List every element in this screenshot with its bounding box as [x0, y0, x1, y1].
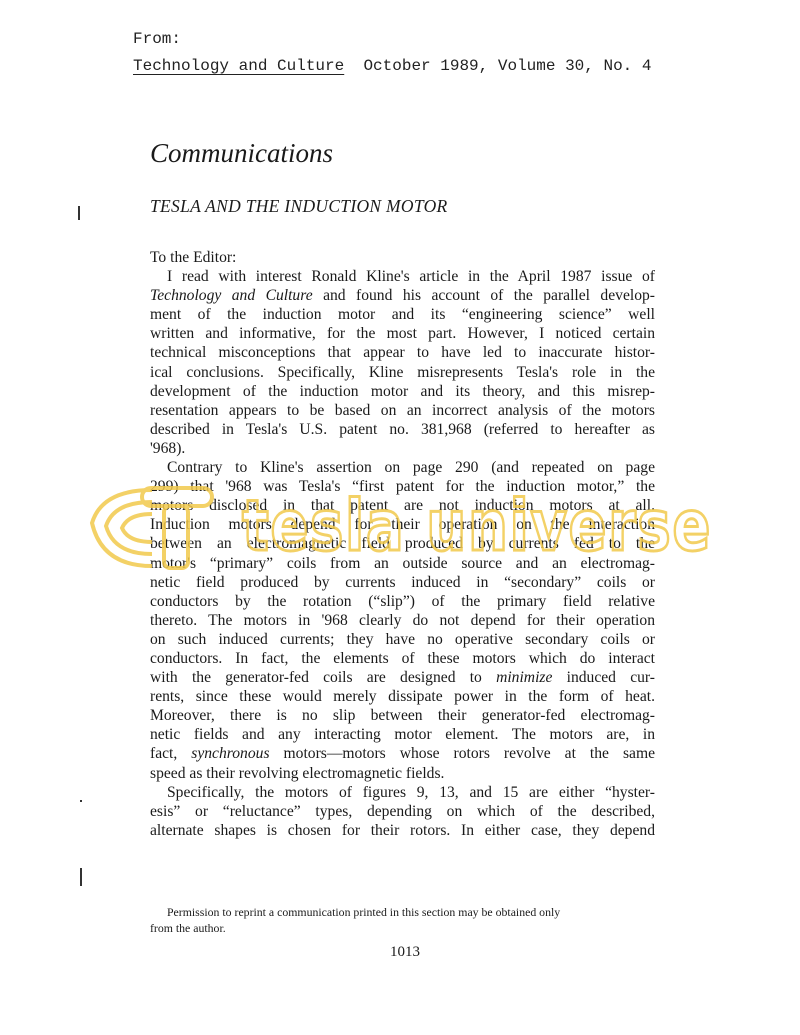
text-segment: resentation appears to be based on an incorrect analysis of the motors	[150, 401, 655, 419]
text-segment: alternate shapes is chosen for their rotors. In either case, they depend	[150, 821, 655, 839]
text-line	[150, 267, 655, 286]
text-segment: described in Tesla's U.S. patent no. 381,968 (referred to hereafter as	[150, 420, 655, 438]
letter-body	[150, 248, 655, 840]
italic-text: minimize	[496, 669, 553, 687]
text-line	[150, 744, 655, 763]
text-segment: To the Editor:	[150, 249, 237, 266]
text-line	[150, 630, 655, 649]
text-line	[150, 458, 655, 477]
text-segment: Specifically, the motors of figures 9, 13, and 15 are either “hyster-	[167, 783, 655, 801]
text-line	[150, 573, 655, 592]
text-line	[150, 611, 655, 630]
text-segment: motor's “primary” coils from an outside source and an electromag-	[150, 554, 655, 572]
text-line	[150, 725, 655, 744]
text-segment: '968).	[150, 439, 186, 457]
source-line	[133, 57, 651, 75]
text-segment: on such induced currents; they have no operative secondary coils or	[150, 630, 655, 648]
text-line	[150, 324, 655, 343]
text-segment: ment of the induction motor and its “engineering science” well	[150, 306, 655, 324]
text-line	[150, 420, 655, 439]
text-segment: 299) that '968 was Tesla's “first patent for the induction motor,” the	[150, 478, 655, 496]
text-segment: technical misconceptions that appear to have led to inaccurate histor-	[150, 344, 655, 362]
margin-mark	[78, 206, 80, 220]
text-line	[150, 554, 655, 573]
text-segment: and found his account of the parallel develop-	[312, 287, 655, 305]
text-line	[150, 534, 655, 553]
text-line	[150, 286, 655, 305]
text-line	[150, 592, 655, 611]
page-number: 1013	[390, 944, 420, 960]
text-line	[150, 477, 655, 496]
text-line	[150, 821, 655, 840]
text-line	[150, 687, 655, 706]
svg-text:tesla universe: tesla universe	[242, 485, 712, 567]
text-segment: Induction motors depend for their operation on the interaction	[150, 516, 655, 534]
text-segment: rents, since these would merely dissipate power in the form of heat.	[150, 688, 655, 706]
section-title: Communications	[150, 138, 334, 168]
text-segment: netic fields and any interacting motor element. The motors are, in	[150, 726, 655, 744]
text-segment: Contrary to Kline's assertion on page 290 (and repeated on page	[167, 459, 655, 477]
text-segment: netic field produced by currents induced in “secondary” coils or	[150, 573, 655, 591]
text-line	[150, 764, 655, 783]
text-line	[150, 401, 655, 420]
text-segment: between an electromagnetic field produced by currents fed to the	[150, 535, 655, 553]
text-line	[150, 668, 655, 687]
text-line	[150, 802, 655, 821]
margin-mark	[80, 800, 82, 802]
text-line	[150, 649, 655, 668]
text-segment: induced cur-	[552, 669, 655, 687]
text-segment: Moreover, there is no slip between their generator-fed electromag-	[150, 707, 655, 725]
text-segment: conductors. In fact, the elements of these motors which do interact	[150, 649, 655, 667]
margin-mark	[80, 868, 82, 886]
text-segment: fact,	[150, 745, 192, 763]
article-title: TESLA AND THE INDUCTION MOTOR	[150, 196, 448, 216]
text-segment: conductors by the rotation (“slip”) of the primary field relative	[150, 592, 655, 610]
text-segment: ical conclusions. Specifically, Kline misrepresents Tesla's role in the	[150, 363, 655, 381]
text-segment: written and informative, for the most part. However, I noticed certain	[150, 325, 655, 343]
from-label: From:	[133, 30, 182, 48]
text-segment: motors disclosed in that patent are not induction motors at all.	[150, 497, 655, 515]
text-line	[150, 439, 655, 458]
text-line	[150, 343, 655, 362]
text-line	[150, 706, 655, 725]
footnote-line: Permission to reprint a communication printed in this section may be obtained only	[167, 905, 561, 919]
text-line	[150, 248, 655, 267]
text-segment: speed as their revolving electromagnetic fields.	[150, 764, 445, 782]
text-segment: development of the induction motor and its theory, and this misrep-	[150, 382, 655, 400]
text-segment: I read with interest Ronald Kline's article in the April 1987 issue of	[167, 268, 655, 286]
text-segment: thereto. The motors in '968 clearly do not depend for their operation	[150, 611, 655, 629]
footnote	[150, 904, 660, 936]
text-line	[150, 515, 655, 534]
issue-info: October 1989, Volume 30, No. 4	[363, 57, 652, 75]
text-segment: esis” or “reluctance” types, depending on which of the described,	[150, 802, 655, 820]
text-line	[150, 783, 655, 802]
text-line	[150, 363, 655, 382]
italic-text: Technology and Culture	[150, 287, 313, 305]
text-line	[150, 382, 655, 401]
italic-text: synchronous	[191, 745, 270, 763]
text-segment: motors—motors whose rotors revolve at the same	[269, 745, 655, 763]
text-segment: with the generator-fed coils are designed to	[150, 669, 497, 687]
journal-name: Technology and Culture	[133, 57, 345, 75]
footnote-line: from the author.	[150, 921, 226, 935]
text-line	[150, 496, 655, 515]
text-line	[150, 305, 655, 324]
